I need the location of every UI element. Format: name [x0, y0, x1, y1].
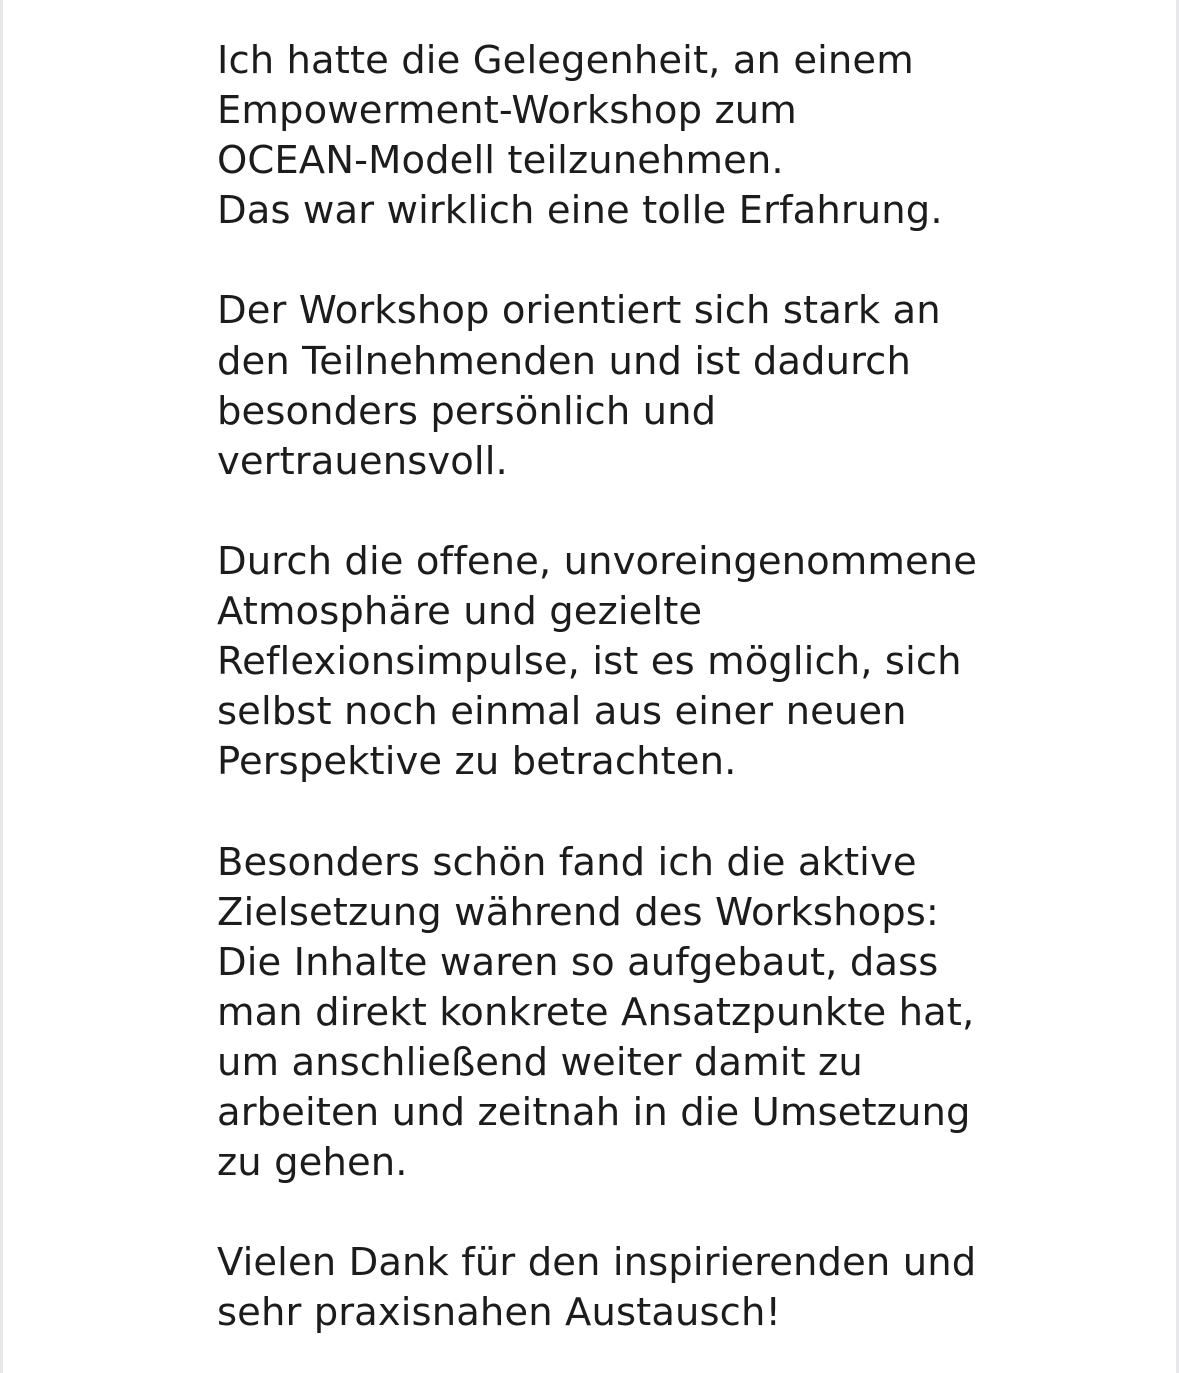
text-line: um anschließend weiter damit zu	[217, 1039, 863, 1085]
text-line: Perspektive zu betrachten.	[217, 739, 737, 785]
text-line: OCEAN-Modell teilzunehmen.	[217, 138, 784, 184]
text-line: Atmosphäre und gezielte	[217, 589, 703, 635]
text-line: selbst noch einmal aus einer neuen	[217, 689, 907, 735]
text-line: sehr praxisnahen Austausch!	[217, 1290, 781, 1336]
text-line: zu gehen.	[217, 1140, 408, 1186]
paragraph-participants	[217, 286, 1017, 486]
text-line: Zielsetzung während des Workshops:	[217, 889, 940, 935]
message-text	[217, 36, 1017, 1338]
text-line: Reflexionsimpulse, ist es möglich, sich	[217, 639, 962, 685]
paragraph-thanks	[217, 1238, 1017, 1338]
paragraph-intro	[217, 36, 1017, 236]
text-line: Durch die offene, unvoreingenommene	[217, 538, 978, 584]
text-line: besonders persönlich und	[217, 388, 717, 434]
text-line: arbeiten und zeitnah in die Umsetzung	[217, 1089, 971, 1135]
text-line: Ich hatte die Gelegenheit, an einem	[217, 38, 914, 83]
text-line: Die Inhalte waren so aufgebaut, dass	[217, 939, 939, 985]
text-line: den Teilnehmenden und ist dadurch	[217, 338, 911, 384]
text-line: vertrauensvoll.	[217, 438, 508, 484]
paragraph-goal-setting	[217, 838, 1017, 1189]
frame-left-border	[0, 0, 3, 1373]
text-line: Vielen Dank für den inspirierenden und	[217, 1240, 977, 1286]
text-line: Empowerment-Workshop zum	[217, 88, 797, 134]
text-line: Der Workshop orientiert sich stark an	[217, 288, 941, 334]
text-line: Das war wirklich eine tolle Erfahrung.	[217, 188, 943, 234]
text-line: man direkt konkrete Ansatzpunkte hat,	[217, 989, 975, 1035]
paragraph-atmosphere	[217, 537, 1017, 787]
text-line: Besonders schön fand ich die aktive	[217, 839, 917, 885]
